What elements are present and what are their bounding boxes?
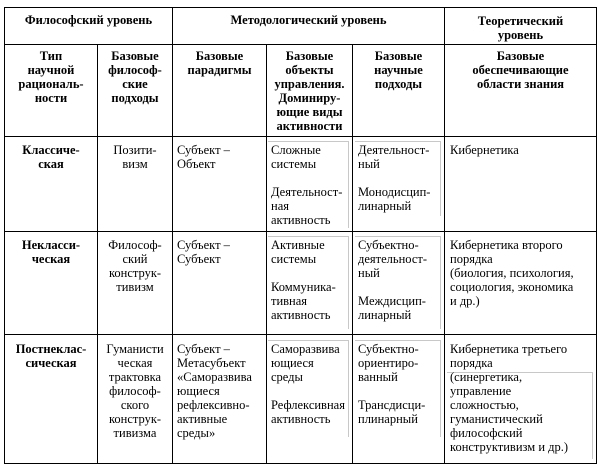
col-header-knowledge-areas: Базовые обеспечивающие области знания	[472, 49, 569, 91]
row-classic-areas: Кибернетика	[450, 143, 519, 157]
row-nonclassic-type: Некласси- ческая	[21, 238, 81, 266]
row-postnonclassic-phil: Гуманисти ческая трактовка философ- ского конструк- тивизма	[106, 342, 164, 440]
rule-subheader	[4, 44, 597, 45]
row-nonclassic-objects: Активные системы Коммуника- тивная активность	[271, 238, 336, 322]
row-nonclassic-paradigm: Субъект – Субъект	[177, 238, 230, 266]
rule-row-2	[4, 334, 597, 335]
row-classic-objects: Сложные системы Деятельност- ная активность	[271, 143, 343, 227]
rule-col-6	[596, 7, 597, 464]
header-methodological-level: Методологический уровень	[230, 13, 387, 27]
col-header-sci-approaches: Базовые научные подходы	[374, 49, 423, 91]
row-postnonclassic-objects: Саморазвива ющиеся среды Рефлексивная активность	[271, 342, 345, 426]
row-nonclassic-phil: Философ- ский конструк- тивизм	[108, 238, 162, 294]
row-classic-sci: Деятельност- ный Монодисцип- линарный	[358, 143, 431, 213]
col-header-phil-approaches: Базовые философ- ские подходы	[108, 49, 162, 105]
header-theoretical-level: Теоретический уровень	[477, 14, 564, 42]
rule-top	[4, 7, 597, 8]
col-header-objects: Базовые объекты управления. Доминиру- ющие виды активности	[274, 49, 345, 133]
header-philosophical-level: Философский уровень	[24, 13, 153, 27]
col-header-paradigms: Базовые парадигмы	[187, 49, 252, 77]
rule-col-4	[352, 44, 353, 464]
row-postnonclassic-paradigm: Субъект – Метасубъект «Саморазвива ющиеся рефлексивно- активные среды»	[177, 342, 252, 440]
row-postnonclassic-sci: Субъектно- ориентиро- ванный Трансдисци- плинарный	[358, 342, 426, 426]
row-postnonclassic-type: Постнеклас- сическая	[15, 342, 87, 370]
rule-row-1	[4, 231, 597, 232]
row-classic-type: Классиче- ская	[22, 143, 80, 171]
row-classic-paradigm: Субъект – Объект	[177, 143, 230, 171]
rule-header-bottom	[4, 136, 597, 137]
row-classic-phil: Позити- визм	[113, 143, 157, 171]
row-nonclassic-areas: Кибернетика второго порядка (биология, психология, социология, экономика и др.)	[450, 238, 574, 308]
row-nonclassic-sci: Субъектно- деятельност- ный Междисцип- линарный	[358, 238, 428, 322]
rule-bottom	[4, 463, 597, 464]
row-postnonclassic-areas: Кибернетика третьего порядка (синергетика, управление сложностью, гуманистический философский конструктивизм и др.)	[450, 342, 569, 454]
col-header-rationality: Тип научной рациональ- ности	[18, 49, 84, 105]
